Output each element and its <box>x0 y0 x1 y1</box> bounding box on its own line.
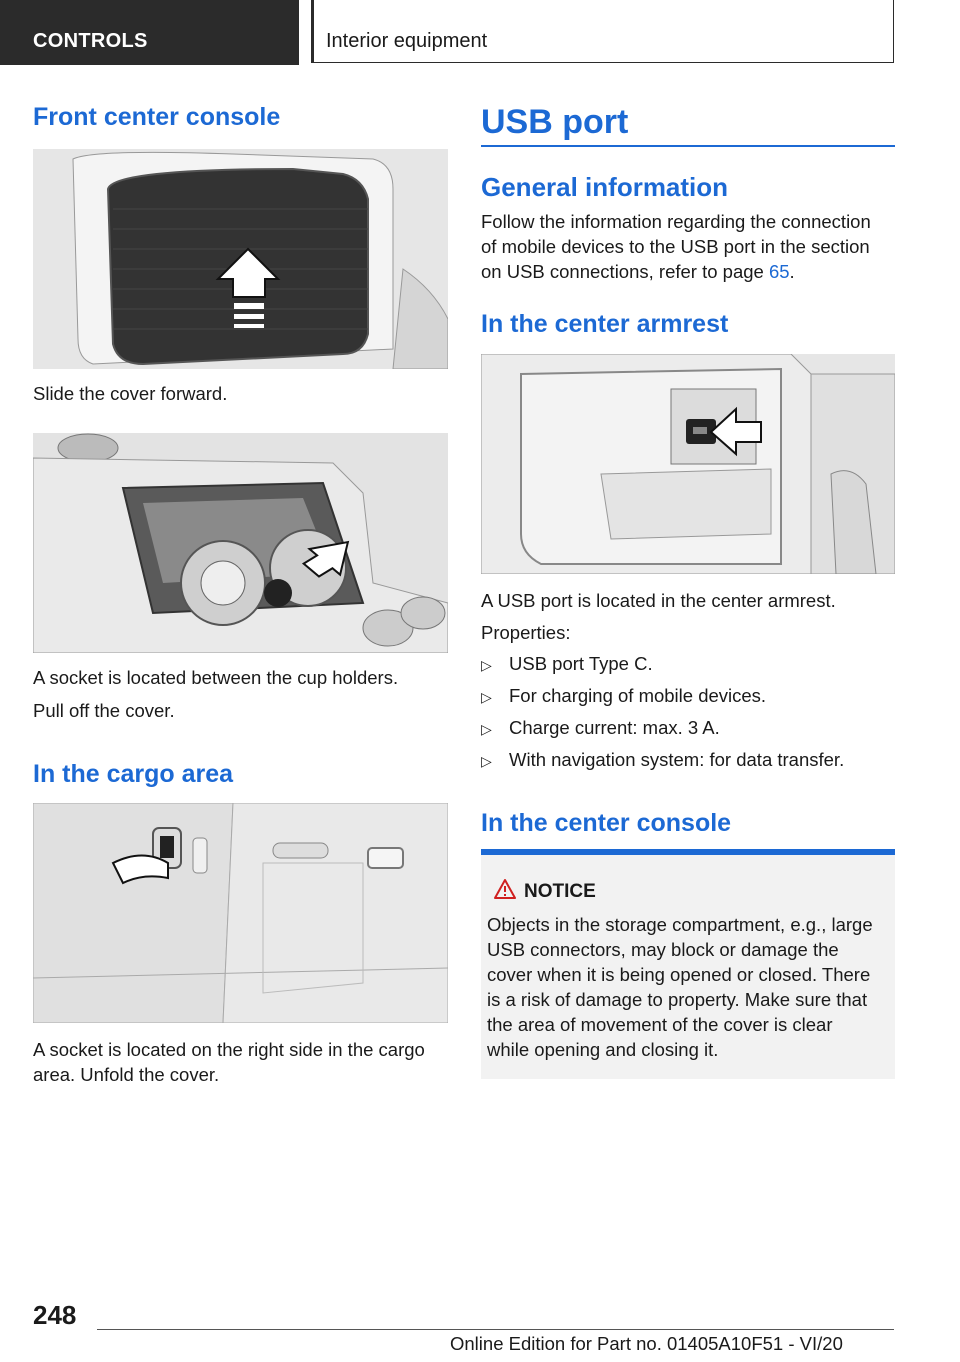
caption-armrest: A USB port is located in the center armrest. <box>481 590 836 611</box>
heading-front-center-console: Front center console <box>33 103 281 131</box>
chapter-title: Interior equipment <box>326 30 488 52</box>
triangle-bullet-icon: ▷ <box>481 753 492 769</box>
general-text-ref: on USB connections, refer to page <box>481 261 769 282</box>
warning-icon <box>493 878 517 900</box>
chapter-tab <box>311 0 894 63</box>
list-item: ▷ With navigation system: for data transfer. <box>481 747 844 774</box>
general-text-line-1: Follow the information regarding the connection <box>481 211 871 232</box>
heading-center-console: In the center console <box>481 809 732 837</box>
image-armrest-usb <box>481 354 895 574</box>
caption-pull-off-cover: Pull off the cover. <box>33 700 175 721</box>
notice-box <box>481 849 895 1079</box>
caption-cargo-line-2: area. Unfold the cover. <box>33 1064 220 1085</box>
image-cargo-socket <box>33 803 448 1023</box>
section-title: CONTROLS <box>33 30 148 52</box>
general-text-line-3 <box>481 259 795 284</box>
triangle-bullet-icon: ▷ <box>481 721 492 737</box>
triangle-bullet-icon: ▷ <box>481 689 492 705</box>
properties-label: Properties: <box>481 622 571 643</box>
list-item: ▷ USB port Type C. <box>481 651 653 678</box>
notice-body: Objects in the storage compartment, e.g., large USB connectors, may block or damage the cover when it is being opened or closed. There is a risk of damage to property. Make sure that the area of movement of the cover is clear while opening and closing it. <box>487 914 873 1060</box>
heading-usb-port: USB port <box>481 103 629 141</box>
caption-cargo-line-1: A socket is located on the right side in the cargo <box>33 1039 425 1060</box>
section-tab <box>0 0 299 65</box>
caption-socket-cup-holders: A socket is located between the cup holders. <box>33 667 399 688</box>
image-console-cover <box>33 149 448 369</box>
footer-edition: Online Edition for Part no. 01405A10F51 - VI/20 <box>450 1333 843 1354</box>
list-item: ▷ Charge current: max. 3 A. <box>481 715 720 742</box>
triangle-bullet-icon: ▷ <box>481 657 492 673</box>
heading-general-information: General information <box>481 172 729 202</box>
general-text-line-2: of mobile devices to the USB port in the section <box>481 236 870 257</box>
notice-title: NOTICE <box>524 881 596 902</box>
heading-rule <box>481 145 895 147</box>
general-text-end: . <box>789 261 795 282</box>
caption-slide-cover: Slide the cover forward. <box>33 383 228 404</box>
footer-rule <box>97 1329 894 1330</box>
heading-center-armrest: In the center armrest <box>481 310 729 338</box>
list-item: ▷ For charging of mobile devices. <box>481 683 766 710</box>
heading-cargo-area: In the cargo area <box>33 760 234 788</box>
page-number: 248 <box>33 1300 77 1330</box>
image-cup-holders <box>33 433 448 653</box>
page-link-65[interactable]: 65 <box>768 261 790 282</box>
